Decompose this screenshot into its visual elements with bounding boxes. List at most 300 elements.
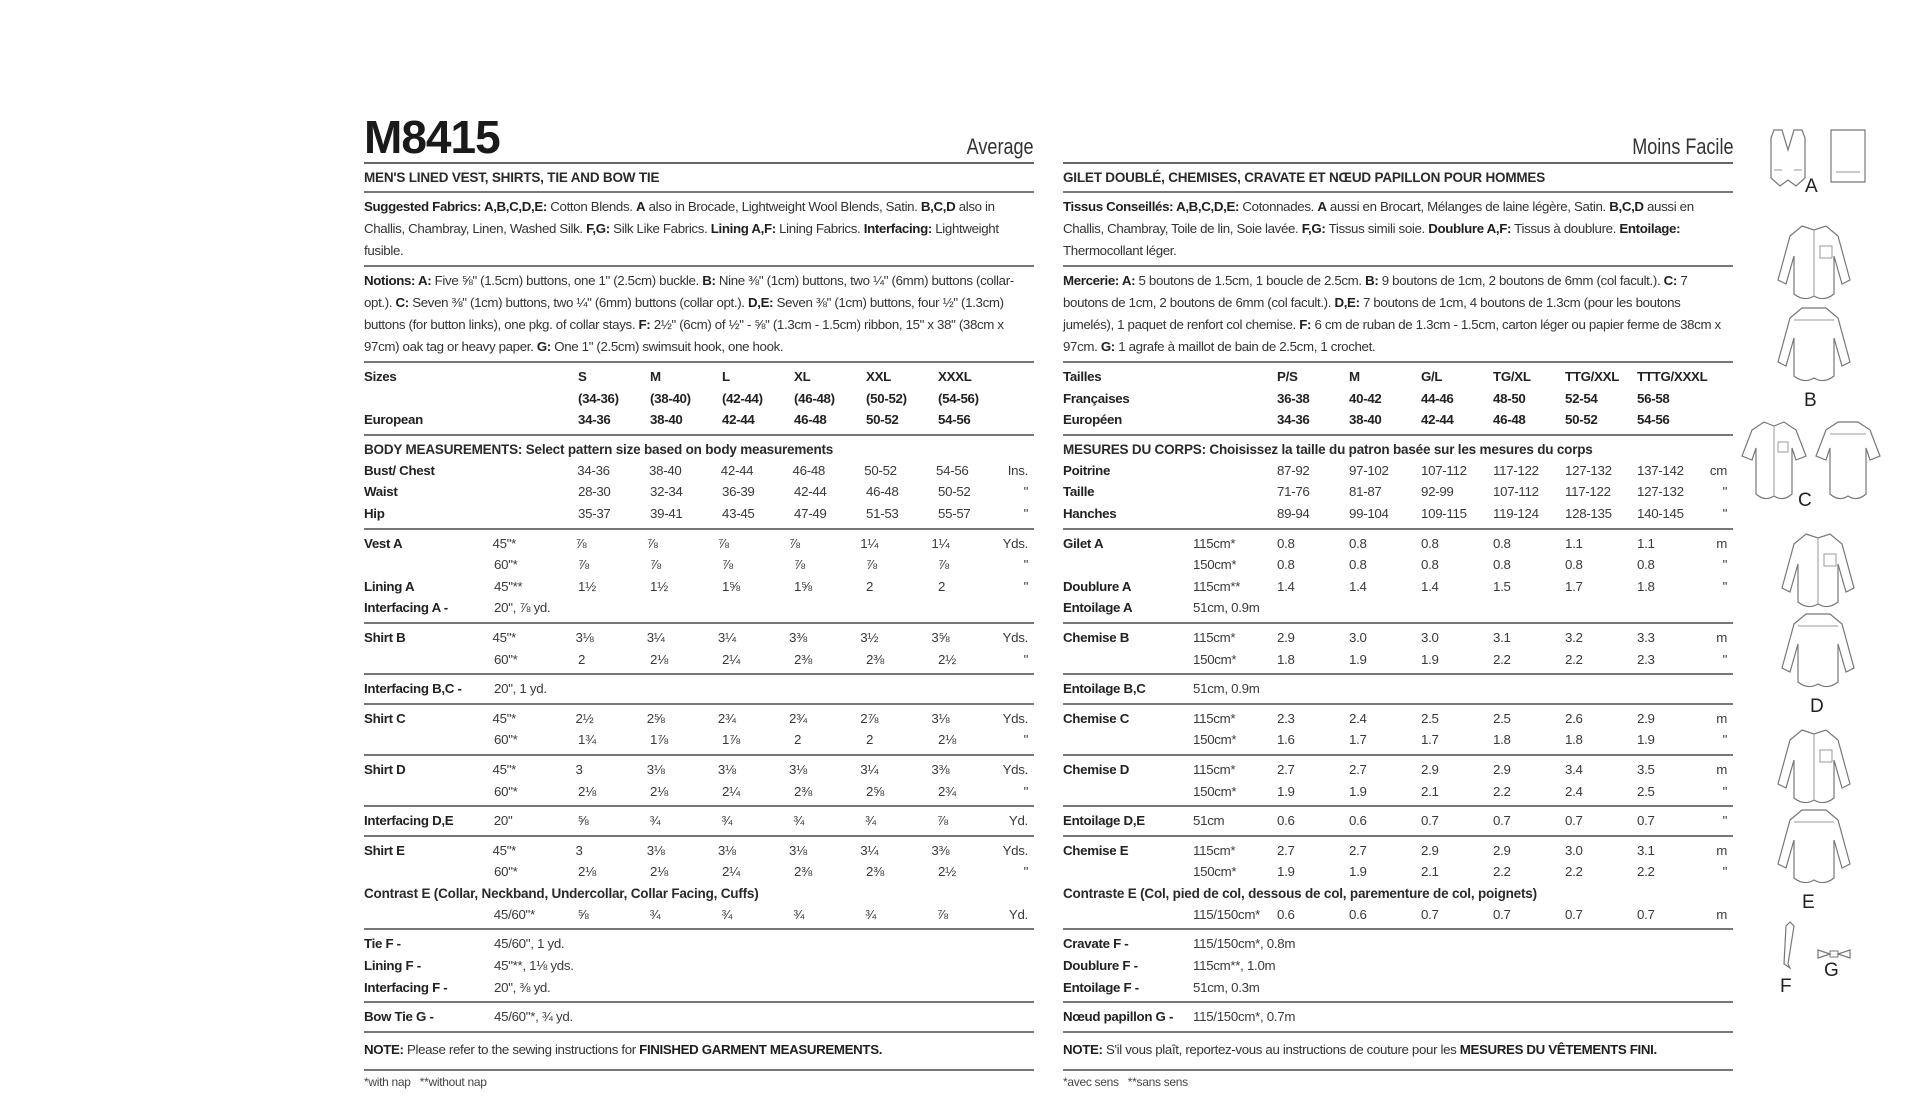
width-cell [1193,460,1277,482]
yardage-value: 3⅜ [931,761,950,777]
size-chart [1063,363,1733,436]
yardage-value: 3⅛ [717,761,736,777]
yardage-value: 1.8 [1565,732,1583,748]
measurement-value: 97-102 [1349,462,1389,478]
yardage-group [364,624,1034,675]
unit: Yds. [1002,842,1028,858]
yardage-value: 3¼ [860,842,879,858]
view-label-b: B [1804,390,1817,411]
size-cell: TTG/XXL [1565,369,1620,384]
measurement-value: 127-132 [1565,462,1612,478]
view-label [1063,649,1193,671]
european-sizes-row [364,409,1034,431]
width-cell [1193,388,1277,410]
yardage-row [364,627,1034,649]
fabric-width: 45"* [492,710,516,726]
measurement-value: 35-37 [578,505,611,521]
view-label: Chemise B [1063,629,1130,645]
vest-back-icon [1828,128,1868,184]
european-sizes-row [1063,409,1733,431]
yardage-value: 3⅛ [575,629,594,645]
yardage-value: 2.5 [1421,710,1439,726]
yardage-value: 3¼ [717,629,736,645]
unit: " [1722,557,1727,573]
pattern-number: M8415 [364,111,500,163]
yardage-value: 1¼ [860,535,879,551]
measurement-value: 43-45 [722,505,755,521]
yardage-value: 0.8 [1493,535,1511,551]
yardage-value: 3 [575,842,583,858]
yardage-value: 2¾ [789,710,807,726]
suggested-fabrics-bold-term: Doublure A,F: [1428,221,1512,236]
yardage-value: 2¾ [717,710,736,726]
shirt-d-front-icon [1778,530,1858,612]
size-cell: 44-46 [1421,390,1454,406]
note-label: NOTE: [364,1041,404,1057]
view-label: Entoilage B,C [1063,681,1146,697]
size-cell: 34-36 [1277,412,1310,428]
size-cell: 50-52 [866,412,899,428]
suggested-fabrics-bold-term: F,G: [586,221,610,236]
measurement-value: 92-99 [1421,484,1454,500]
yardage-value: ⅞ [575,535,587,551]
yardage-value: ¾ [865,813,876,829]
unit: " [1722,732,1727,748]
yardage-value: 2.7 [1349,761,1367,777]
size-cell: 46-48 [1493,412,1526,428]
shirt-c-back-icon [1814,418,1884,502]
yardage-value: ¾ [865,906,876,922]
size-cell: 50-52 [1565,412,1598,428]
yardage-value: 0.8 [1493,557,1511,573]
yardage-value: 0.6 [1349,813,1367,829]
yardage-value: 2⅜ [794,783,812,799]
unit: " [1023,578,1028,594]
suggested-fabrics-bold-term: Suggested Fabrics: A,B,C,D,E: [364,199,547,214]
yardage-value: 0.7 [1421,906,1439,922]
yardage-row [364,533,1034,555]
note-section [364,1033,1034,1071]
view-label [1063,554,1193,576]
yardage-value: 1.8 [1493,732,1511,748]
view-label: Interfacing A - [364,600,448,616]
yardage-row [364,759,1034,781]
tie-icon [1780,920,1800,970]
yardage-row [364,933,1034,955]
fabric-width: 115cm* [1193,761,1236,777]
size-cell: XXXL [938,369,972,384]
view-label: Chemise D [1063,761,1130,777]
unit: Yds. [1002,710,1028,726]
yardage-value: 0.6 [1277,906,1295,922]
view-label [364,904,494,926]
suggested-fabrics-text-part: also in Brocade, Lightweight Wool Blends, Satin. [645,199,921,214]
french-column [1063,112,1733,1089]
fabric-width: 20" [493,813,513,829]
yardage-value: 3⅜ [789,629,807,645]
fabric-width: 60"* [494,651,518,667]
view-label-g: G [1824,960,1839,981]
notions-bold-term: G: [536,339,551,354]
size-cell: 42-44 [1421,412,1454,428]
suggested-fabrics-bold-term: Tissus Conseillés: A,B,C,D,E: [1063,199,1240,214]
size-letters-row [364,366,1034,388]
yardage-row [1063,576,1733,598]
size-cell: 48-50 [1493,390,1526,406]
yardage-row [364,678,1034,700]
view-label: Nœud papillon G - [1063,1009,1174,1025]
width-cell [494,388,578,410]
measurement-value: 119-124 [1493,505,1539,521]
yardage-value: 1½ [650,578,668,594]
measurement-value: 46-48 [792,462,826,478]
yardage-group [1063,530,1733,624]
view-label: Entoilage F - [1063,979,1139,995]
yardage-row [364,861,1034,883]
yardage-value: 1.9 [1277,783,1295,799]
difficulty-level: Moins Facile [1631,134,1733,159]
yardage-value: ⅝ [577,906,589,922]
yardage-value: 2½ [575,710,594,726]
yardage-group [1063,837,1733,931]
yardage-value: 2 [578,651,586,667]
view-label [364,649,494,671]
yardage-amount: 51cm, 0.9m [1193,600,1260,616]
size-cell: TTTG/XXXL [1637,369,1708,384]
yardage-row [364,781,1034,803]
yardage-value: 3¼ [860,761,879,777]
measurement-value: 128-135 [1565,505,1612,521]
view-label: Doublure A [1063,578,1132,594]
yardage-value: 3.4 [1565,761,1583,777]
notions-bold-term: B: [702,273,716,288]
yardage-value: 2.3 [1277,710,1295,726]
yardage-value: ¾ [721,906,733,922]
measurement-value: 34-36 [577,462,610,478]
yardage-value: ⅞ [646,535,658,551]
yardage-row [1063,627,1733,649]
yardage-value: 3.0 [1421,629,1439,645]
size-cell: M [1349,369,1360,384]
unit: Ins. [1007,462,1028,478]
notions-text-part: One 1" (2.5cm) swimsuit hook, one hook. [550,339,784,354]
view-label: Tie F - [364,936,401,952]
fabric-width: 150cm* [1193,732,1237,748]
yardage-row [364,597,1034,619]
yardage-value: 2 [938,578,946,594]
view-label: Lining F - [364,958,421,974]
size-cell: 56-58 [1637,390,1670,406]
yardage-amount: 115cm**, 1.0m [1193,958,1276,974]
suggested-fabrics-text-part: Tissus simili soie. [1325,221,1429,236]
measurement-value: 36-39 [722,484,755,500]
yardage-amount: 45/60", 1 yd. [494,936,565,952]
yardage-row [1063,597,1733,619]
yardage-value: 2.9 [1421,842,1439,858]
notions-text-part: 7 boutons de 1cm, 4 boutons de 1.3cm (pour les boutons jumelés), 1 paquet de renfort col chemise. [1063,295,1681,332]
yardage-value: ⅞ [722,557,733,573]
width-cell [1193,481,1277,503]
yardage-value: 2.7 [1277,842,1295,858]
body-measurements [364,436,1034,530]
notions-text-part: 5 boutons de 1.5cm, 1 boucle de 2.5cm. [1135,273,1366,288]
yardage-value: 3.2 [1565,629,1583,645]
european-sizes-row-label: European [364,412,423,428]
unit: " [1722,813,1727,829]
yardage-group [364,837,1034,931]
yardage-value: 0.8 [1349,535,1367,551]
shirt-d-back-icon [1778,610,1858,692]
fabric-width: 45"* [492,535,516,551]
yardage-value: 1.8 [1637,578,1655,594]
unit: Yds. [1002,629,1028,645]
yardage-row [1063,649,1733,671]
yardage-value: 1.1 [1637,535,1655,551]
view-label: Shirt B [364,629,406,645]
yardage-value: 2⅜ [866,651,884,667]
measurement-value: 81-87 [1349,484,1382,500]
notions-text-part: 2½" (6cm) of ½" - ⅝" (1.3cm - 1.5cm) ribbon, 15" x 38" (38cm x 97cm) oak tag or heavy paper. [364,317,1004,354]
yardage-row [1063,708,1733,730]
garment-title-section [1063,164,1733,193]
measurement-value: 107-112 [1493,484,1539,500]
note-text [1063,1039,1733,1061]
view-label [1063,781,1193,803]
fabric-width: 150cm* [1193,557,1237,573]
yardage-value: 2⅛ [578,864,596,880]
size-cell: 34-36 [578,412,611,428]
suggested-fabrics-text-part: aussi en Brocart, Mélanges de laine légère, Satin. [1326,199,1610,214]
note-emphasis: MESURES DU VÊTEMENTS FINI. [1459,1041,1657,1057]
size-cell: 54-56 [938,412,971,428]
yardage-value: 2⅛ [650,864,668,880]
measurement-label: Poitrine [1063,462,1111,478]
unit: cm [1709,462,1727,478]
size-cell: (38-40) [650,390,691,406]
yardage-value: 0.7 [1493,906,1511,922]
yardage-value: 3⅜ [931,842,950,858]
contrast-heading: Contrast E (Collar, Neckband, Undercollar, Collar Facing, Cuffs) [364,885,759,901]
size-cell: (50-52) [866,390,907,406]
yardage-row [1063,554,1733,576]
yardage-value: 2⅞ [860,710,879,726]
view-label: Interfacing F - [364,979,448,995]
garment-title: MEN'S LINED VEST, SHIRTS, TIE AND BOW TIE [364,170,660,185]
suggested-fabrics-text [364,196,1034,262]
size-letters-row-label: Tailles [1063,369,1102,384]
fabric-width: 150cm* [1193,783,1237,799]
yardage-value: 2.7 [1277,761,1295,777]
suggested-fabrics-bold-term: A [635,199,646,214]
notions-text-part: Seven ⅜" (1cm) buttons, two ¼" (6mm) buttons (collar opt.). [408,295,749,310]
view-illustrations [1760,120,1920,1020]
yardage-value: 1⅞ [650,732,668,748]
yardage-value: 3⅛ [789,842,807,858]
width-cell [494,503,578,525]
yardage-value: 1⅝ [794,578,812,594]
measurement-value: 50-52 [938,484,971,500]
size-cell: (34-36) [578,390,619,406]
size-cell: 38-40 [1349,412,1382,428]
yardage-value: 2.5 [1493,710,1511,726]
measurement-row [1063,503,1733,525]
yardage-value: 2⅛ [938,732,956,748]
measurement-row [1063,481,1733,503]
size-letters-row-label: Sizes [364,369,397,384]
fabric-width: 150cm* [1193,651,1237,667]
notions-bold-term: F: [638,317,651,332]
size-cell: XXL [866,369,891,384]
yardage-value: 1.5 [1493,578,1511,594]
yardage-value: 0.8 [1349,557,1367,573]
view-label [364,781,494,803]
width-cell [494,481,578,503]
yardage-value: 1.9 [1421,651,1439,667]
measurement-label: Bust/ Chest [364,462,435,478]
yardage-row [364,649,1034,671]
fabric-width: 115cm* [1193,629,1236,645]
fabric-width: 45"** [494,578,523,594]
difficulty-level: Average [967,134,1034,159]
yardage-value: ⅞ [937,813,948,829]
body-measurements-heading: BODY MEASUREMENTS: Select pattern size based on body measurements [364,441,834,457]
fabric-width: 45"* [492,761,516,777]
yardage-value: 0.7 [1493,813,1511,829]
yardage-value: 2⅛ [650,651,668,667]
yardage-row [1063,678,1733,700]
size-cell: (42-44) [722,390,763,406]
width-cell [1193,409,1277,431]
yardage-row [364,904,1034,926]
yardage-amount: 20", 1 yd. [494,681,547,697]
suggested-fabrics-text-part: Lightweight fusible. [364,221,999,258]
view-label: Entoilage D,E [1063,813,1145,829]
note-emphasis: FINISHED GARMENT MEASUREMENTS. [639,1041,883,1057]
footnote: *avec sens **sans sens [1063,1074,1188,1089]
width-cell [1193,503,1277,525]
yardage-group [364,756,1034,807]
fabric-width: 115/150cm* [1193,906,1260,922]
view-label: Shirt E [364,842,405,858]
unit: m [1716,535,1727,551]
yardage-row [1063,810,1733,832]
yardage-value: 3.0 [1565,842,1583,858]
yardage-value: 2.9 [1493,842,1511,858]
suggested-fabrics-bold-term: Entoilage: [1619,221,1681,236]
notions-bold-term: Notions: A: [364,273,432,288]
notions-text-part: 9 boutons de 1cm, 2 boutons de 6mm (col facult.). [1378,273,1664,288]
size-cell: P/S [1277,369,1298,384]
yardage-value: ⅞ [938,557,949,573]
yardage-value: 2.7 [1349,842,1367,858]
yardage-value: 2.9 [1637,710,1655,726]
measurement-value: 42-44 [720,462,754,478]
suggested-fabrics-section [1063,193,1733,267]
size-cell: (54-56) [938,390,979,406]
suggested-fabrics-bold-term: Interfacing: [863,221,932,236]
view-label [1063,729,1193,751]
notions-text-part: Seven ⅜" (1cm) buttons, four ½" (1.3cm) buttons (for button links), one pkg. of collar stays. [364,295,1004,332]
notions-bold-term: B: [1365,273,1379,288]
fabric-width: 60"* [494,864,518,880]
yardage-value: 0.6 [1277,813,1295,829]
fabric-width: 150cm* [1193,864,1237,880]
measurement-row [1063,460,1733,482]
yardage-value: 1¾ [578,732,596,748]
notions-text-part: 1 agrafe à maillot de bain de 2.5cm, 1 crochet. [1114,339,1376,354]
size-cell: 52-54 [1565,390,1598,406]
yardage-value: 2 [866,732,874,748]
measurement-value: 47-49 [794,505,827,521]
fabric-width: 115cm* [1193,710,1236,726]
unit: " [1722,484,1727,500]
measurement-value: 50-52 [864,462,897,478]
suggested-fabrics-bold-term: A [1317,199,1327,214]
unit: m [1716,761,1727,777]
yardage-value: 2 [866,578,874,594]
unit: " [1722,864,1727,880]
yardage-amount: 45"**, 1⅛ yds. [494,958,574,974]
notions-text-part: 6 cm de ruban de 1.3cm - 1.5cm, carton léger ou papier ferme de 38cm x 97cm. [1063,317,1721,354]
view-label-f: F [1780,976,1792,997]
yardage-value: 1⅞ [722,732,740,748]
yardage-value: 1½ [578,578,596,594]
yardage-value: ¾ [721,813,733,829]
view-label: Chemise E [1063,842,1129,858]
view-label: Bow Tie G - [364,1009,434,1025]
yardage-row [364,1006,1034,1028]
yardage-value: 0.8 [1565,557,1583,573]
yardage-value: 3.0 [1349,629,1367,645]
yardage-value: 3⅛ [717,842,736,858]
yardage-group [1063,624,1733,675]
yardage-row [364,955,1034,977]
shirt-b-back-icon [1774,304,1854,386]
measurement-label: Hip [364,505,385,521]
view-label: Doublure F - [1063,958,1138,974]
notions-bold-term: C: [1663,273,1677,288]
suggested-fabrics-text [1063,196,1733,262]
yardage-value: 2¼ [722,783,740,799]
yardage-value: 0.7 [1565,813,1583,829]
view-label: Vest A [364,535,403,551]
yardage-group [1063,705,1733,756]
yardage-value: 2.5 [1637,783,1655,799]
measurement-row [364,503,1034,525]
measurement-value: 54-56 [936,462,969,478]
measurement-value: 109-115 [1421,505,1467,521]
size-cell: 46-48 [794,412,827,428]
view-label-a: A [1805,176,1818,197]
fabric-width: 60"* [494,783,518,799]
yardage-row [1063,759,1733,781]
yardage-value: 3½ [860,629,879,645]
measurement-value: 39-41 [650,505,683,521]
note-text [364,1039,1034,1061]
unit: Yd. [1008,813,1028,829]
french-sizes-row-label: Françaises [1063,390,1130,406]
size-cell: XL [794,369,811,384]
yardage-row [364,554,1034,576]
yardage-group [364,930,1034,1003]
yardage-value: 2 [794,732,802,748]
yardage-group [1063,807,1733,837]
yardage-value: 1.4 [1421,578,1439,594]
unit: Yds. [1002,535,1028,551]
view-label: Interfacing B,C - [364,681,462,697]
yardage-value: 0.8 [1421,535,1439,551]
unit: " [1023,864,1028,880]
